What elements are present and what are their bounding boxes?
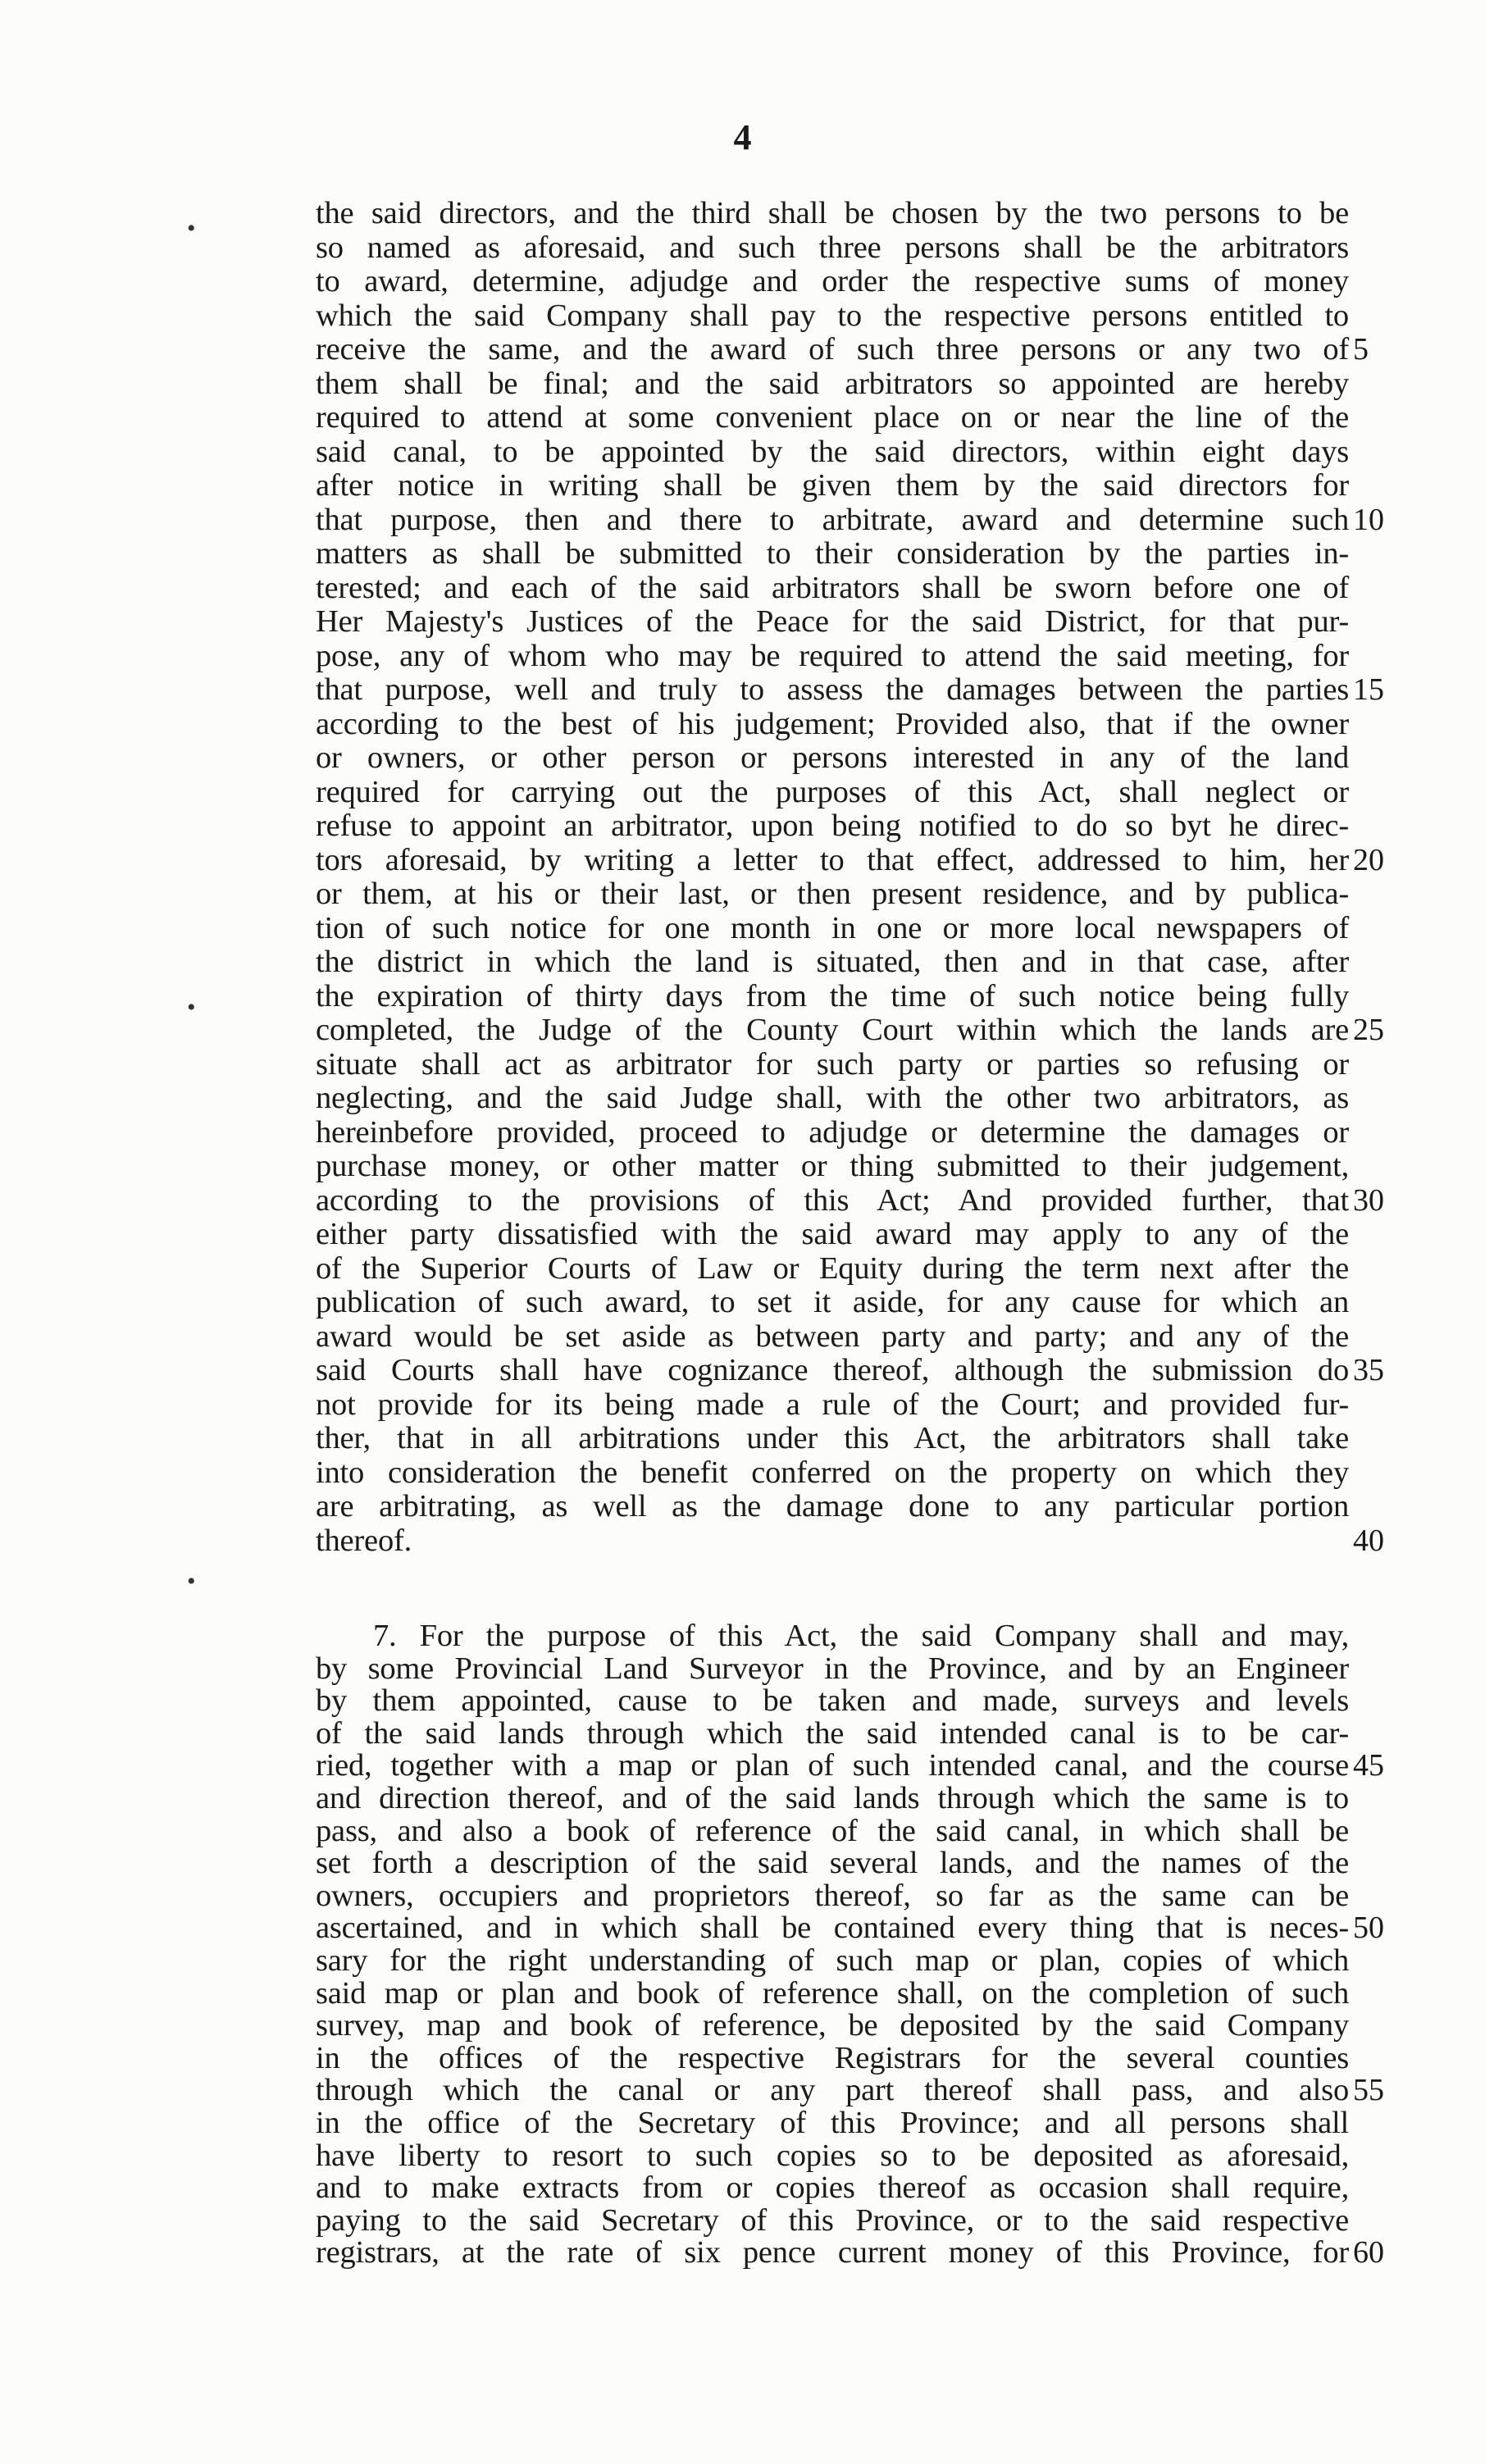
- line-text: in the offices of the respective Registrars for the several counties: [316, 2041, 1349, 2075]
- line-text: paying to the said Secretary of this Province, or to the said respective: [316, 2203, 1349, 2238]
- text-line: [316, 1782, 1349, 1815]
- line-text: neglecting, and the said Judge shall, with the other two arbitrators, as: [316, 1081, 1349, 1115]
- line-number: 40: [1353, 1523, 1384, 1558]
- text-line: [316, 1354, 1349, 1387]
- text-line: [316, 1388, 1349, 1421]
- line-text: owners, occupiers and proprietors thereof, so far as the same can be: [316, 1879, 1349, 1913]
- line-text: ried, together with a map or plan of such intended canal, and the course: [316, 1748, 1349, 1783]
- line-text: and to make extracts from or copies thereof as occasion shall require,: [316, 2170, 1349, 2205]
- line-text: of the Superior Courts of Law or Equity during the term next after the: [316, 1251, 1349, 1286]
- line-text: which the said Company shall pay to the respective persons entitled to: [316, 298, 1349, 333]
- text-line: [316, 2074, 1349, 2106]
- line-text: have liberty to resort to such copies so to be deposited as aforesaid,: [316, 2138, 1349, 2173]
- line-text: by them appointed, cause to be taken and made, surveys and levels: [316, 1683, 1349, 1718]
- line-text: receive the same, and the award of such three persons or any two of: [316, 332, 1349, 367]
- text-line: [316, 2106, 1349, 2139]
- text-line: [316, 673, 1349, 706]
- text-line: [316, 2139, 1349, 2172]
- text-line: [316, 1977, 1349, 2010]
- text-line: [316, 776, 1349, 808]
- line-number: 45: [1353, 1748, 1384, 1783]
- line-number: 20: [1353, 843, 1384, 877]
- line-text: after notice in writing shall be given them by the said directors for: [316, 468, 1349, 503]
- text-line: [316, 469, 1349, 502]
- line-text: thereof.: [316, 1523, 412, 1558]
- line-text: according to the provisions of this Act; And provided further, that: [316, 1183, 1349, 1218]
- margin-speck: •: [187, 994, 196, 1021]
- text-line: [316, 1320, 1349, 1353]
- line-text: either party dissatisfied with the said award may apply to any of the: [316, 1217, 1349, 1251]
- text-line: [316, 1619, 1349, 1652]
- line-number: 35: [1353, 1353, 1384, 1387]
- line-text: said map or plan and book of reference shall, on the completion of such: [316, 1976, 1349, 2011]
- text-line: [316, 741, 1349, 774]
- line-text: of the said lands through which the said intended canal is to be car-: [316, 1716, 1349, 1751]
- text-line: [316, 877, 1349, 910]
- line-text: so named as aforesaid, and such three persons shall be the arbitrators: [316, 230, 1349, 265]
- text-line: [316, 265, 1349, 298]
- text-line: [316, 844, 1349, 877]
- text-line: [316, 1048, 1349, 1081]
- line-text: Her Majesty's Justices of the Peace for the said District, for that pur-: [316, 604, 1349, 639]
- line-number: 55: [1353, 2073, 1384, 2107]
- text-line: [316, 1286, 1349, 1319]
- line-text: that purpose, then and there to arbitrate, award and determine such: [316, 503, 1349, 537]
- line-number: 60: [1353, 2235, 1384, 2270]
- line-text: required to attend at some convenient place on or near the line of the: [316, 400, 1349, 435]
- text-line: [316, 809, 1349, 842]
- line-number: 50: [1353, 1911, 1384, 1945]
- text-line: [316, 1717, 1349, 1750]
- text-line: [316, 1911, 1349, 1944]
- text-line: [316, 708, 1349, 740]
- margin-speck: •: [187, 215, 196, 242]
- line-text: publication of such award, to set it aside, for any cause for which an: [316, 1285, 1349, 1319]
- line-text: tors aforesaid, by writing a letter to that effect, addressed to him, her: [316, 843, 1349, 877]
- line-text: set forth a description of the said several lands, and the names of the: [316, 1846, 1349, 1880]
- text-line: [316, 2171, 1349, 2204]
- line-number: 10: [1353, 503, 1384, 537]
- line-text: refuse to appoint an arbitrator, upon being notified to do so byt he direc-: [316, 808, 1349, 843]
- line-number: 25: [1353, 1013, 1384, 1047]
- line-text: ascertained, and in which shall be contained every thing that is neces-: [316, 1911, 1349, 1945]
- text-line: [316, 197, 1349, 230]
- page-number: 4: [733, 117, 752, 157]
- line-text: them shall be final; and the said arbitrators so appointed are hereby: [316, 367, 1349, 401]
- line-text: tion of such notice for one month in one or more local newspapers of: [316, 911, 1349, 945]
- text-line: [316, 2204, 1349, 2237]
- line-text: pose, any of whom who may be required to attend the said meeting, for: [316, 639, 1349, 673]
- line-text: in the office of the Secretary of this Province; and all persons shall: [316, 2106, 1349, 2140]
- text-line: [316, 2042, 1349, 2075]
- text-line: [316, 1116, 1349, 1149]
- text-line: [316, 537, 1349, 570]
- line-text: said Courts shall have cognizance thereof, although the submission do: [316, 1353, 1349, 1387]
- text-line: [316, 1082, 1349, 1114]
- text-line: [316, 435, 1349, 468]
- text-line: [316, 231, 1349, 264]
- line-text: purchase money, or other matter or thing submitted to their judgement,: [316, 1149, 1349, 1183]
- text-line: [316, 1684, 1349, 1717]
- text-line: [316, 2236, 1349, 2269]
- text-line: [316, 605, 1349, 638]
- text-line: [316, 401, 1349, 434]
- line-text: to award, determine, adjudge and order the respective sums of money: [316, 264, 1349, 298]
- text-line: [316, 503, 1349, 536]
- text-line: [316, 1150, 1349, 1182]
- text-line: [316, 640, 1349, 672]
- line-text: or them, at his or their last, or then present residence, and by publica-: [316, 877, 1349, 911]
- line-text: award would be set aside as between party and party; and any of the: [316, 1319, 1349, 1354]
- line-text: according to the best of his judgement; Provided also, that if the owner: [316, 707, 1349, 741]
- text-line: [316, 1013, 1349, 1046]
- line-text: are arbitrating, as well as the damage done to any particular portion: [316, 1489, 1349, 1523]
- text-line: [316, 2009, 1349, 2042]
- text-line: [316, 1749, 1349, 1782]
- margin-speck: •: [187, 1568, 196, 1595]
- line-text: registrars, at the rate of six pence current money of this Province, for: [316, 2235, 1349, 2270]
- text-line: [316, 367, 1349, 400]
- line-text: pass, and also a book of reference of the said canal, in which shall be: [316, 1814, 1349, 1848]
- line-text: not provide for its being made a rule of the Court; and provided fur-: [316, 1387, 1349, 1422]
- line-text: hereinbefore provided, proceed to adjudge or determine the damages or: [316, 1115, 1349, 1150]
- text-line: [316, 1218, 1349, 1250]
- text-line: [316, 1184, 1349, 1217]
- line-text: ther, that in all arbitrations under this Act, the arbitrators shall take: [316, 1421, 1349, 1455]
- line-text: and direction thereof, and of the said lands through which the same is to: [316, 1781, 1349, 1815]
- text-line: [316, 912, 1349, 945]
- line-text: by some Provincial Land Surveyor in the Province, and by an Engineer: [316, 1651, 1349, 1686]
- line-number: 15: [1353, 672, 1384, 707]
- text-line: [316, 1944, 1349, 1977]
- text-line: [316, 945, 1349, 978]
- line-text: terested; and each of the said arbitrators shall be sworn before one of: [316, 571, 1349, 605]
- line-text: 7. For the purpose of this Act, the said Company shall and may,: [373, 1619, 1349, 1653]
- line-text: or owners, or other person or persons interested in any of the land: [316, 740, 1349, 775]
- line-number: 5: [1353, 332, 1369, 367]
- text-line: [316, 1456, 1349, 1489]
- line-text: sary for the right understanding of such map or plan, copies of which: [316, 1943, 1349, 1978]
- line-text: matters as shall be submitted to their consideration by the parties in-: [316, 536, 1349, 571]
- line-text: said canal, to be appointed by the said directors, within eight days: [316, 435, 1349, 469]
- line-text: the district in which the land is situated, then and in that case, after: [316, 945, 1349, 979]
- line-text: situate shall act as arbitrator for such party or parties so refusing or: [316, 1047, 1349, 1082]
- text-line: [316, 1847, 1349, 1879]
- text-line: [316, 1815, 1349, 1847]
- text-line: [316, 572, 1349, 604]
- line-number: 30: [1353, 1183, 1384, 1218]
- line-text: the said directors, and the third shall be chosen by the two persons to be: [316, 196, 1349, 230]
- line-text: survey, map and book of reference, be deposited by the said Company: [316, 2008, 1349, 2043]
- text-line: [316, 980, 1349, 1013]
- line-text: completed, the Judge of the County Court within which the lands are: [316, 1013, 1349, 1047]
- line-text: through which the canal or any part thereof shall pass, and also: [316, 2073, 1349, 2107]
- text-line: [316, 1524, 1349, 1557]
- text-line: [316, 299, 1349, 332]
- line-text: the expiration of thirty days from the time of such notice being fully: [316, 979, 1349, 1013]
- text-line: [316, 333, 1349, 366]
- text-line: [316, 1490, 1349, 1523]
- line-text: into consideration the benefit conferred on the property on which they: [316, 1455, 1349, 1490]
- text-line: [316, 1652, 1349, 1685]
- text-line: [316, 1252, 1349, 1285]
- text-line: [316, 1422, 1349, 1455]
- line-text: that purpose, well and truly to assess the damages between the parties: [316, 672, 1349, 707]
- line-text: required for carrying out the purposes of this Act, shall neglect or: [316, 775, 1349, 809]
- text-line: [316, 1879, 1349, 1912]
